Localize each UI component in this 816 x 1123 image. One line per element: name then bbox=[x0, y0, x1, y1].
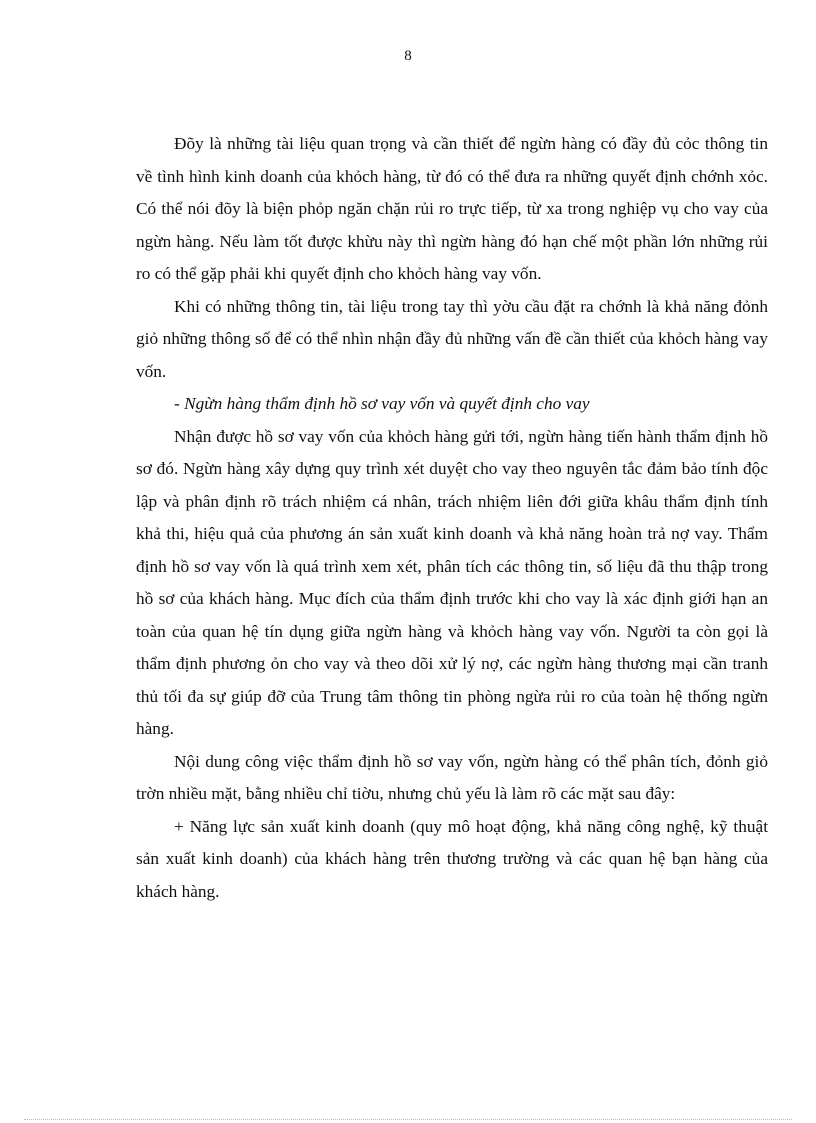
document-body bbox=[136, 128, 768, 908]
page-bottom-divider bbox=[24, 1119, 792, 1120]
paragraph-business-capacity: + Năng lực sản xuất kinh doanh (quy mô hoạt động, khả năng công nghệ, kỹ thuật sản xuất kinh doanh) của khách hàng trên thương trường và các quan hệ bạn hàng của khách hàng. bbox=[136, 816, 768, 901]
page-number: 8 bbox=[404, 48, 412, 64]
paragraph-documents-importance: Đõy là những tài liệu quan trọng và cần thiết để ngừn hàng có đầy đủ cỏc thông tin về tình hình kinh doanh của khỏch hàng, từ đó có thể đưa ra những quyết định chớnh xỏc. Có thể nói đõy là biện phỏp ngăn chặn rủi ro trực tiếp, từ xa trong nghiệp vụ cho vay của ngừn hàng. Nếu làm tốt được khừu này thì ngừn hàng đó hạn chế một phần lớn những rủi ro có thể gặp phải khi quyết định cho khỏch hàng vay vốn. bbox=[136, 134, 768, 283]
section-heading-appraisal: - Ngừn hàng thẩm định hồ sơ vay vốn và quyết định cho vay bbox=[174, 394, 590, 413]
paragraph-appraisal-content: Nội dung công việc thẩm định hồ sơ vay vốn, ngừn hàng có thể phân tích, đỏnh giỏ trờn nhiều mặt, bằng nhiều chỉ tiờu, nhưng chủ yếu là làm rõ các mặt sau đây: bbox=[136, 751, 768, 803]
paragraph-appraisal-process: Nhận được hồ sơ vay vốn của khỏch hàng gửi tới, ngừn hàng tiến hành thẩm định hồ sơ đó. Ngừn hàng xây dựng quy trình xét duyệt cho vay theo nguyên tắc đảm bảo tính độc lập và phân định rõ trách nhiệm cá nhân, trách nhiệm liên đới giữa khâu thẩm định tính khả thi, hiệu quả của phương án sản xuất kinh doanh và khả năng hoàn trả nợ vay. Thẩm định hồ sơ vay vốn là quá trình xem xét, phân tích các thông tin, số liệu đã thu thập trong hồ sơ của khách hàng. Mục đích của thẩm định trước khi cho vay là xác định giới hạn an toàn của quan hệ tín dụng giữa ngừn hàng và khỏch hàng vay vốn. Người ta còn gọi là thẩm định phương ỏn cho vay và theo dõi xử lý nợ, các ngừn hàng thương mại cần tranh thủ tối đa sự giúp đỡ của Trung tâm thông tin phòng ngừa rủi ro của toàn hệ thống ngừn hàng. bbox=[136, 426, 768, 738]
paragraph-evaluation-ability: Khi có những thông tin, tài liệu trong tay thì yờu cầu đặt ra chớnh là khả năng đỏnh giỏ những thông số để có thể nhìn nhận đầy đủ những vấn đề cần thiết của khỏch hàng vay vốn. bbox=[136, 296, 768, 381]
